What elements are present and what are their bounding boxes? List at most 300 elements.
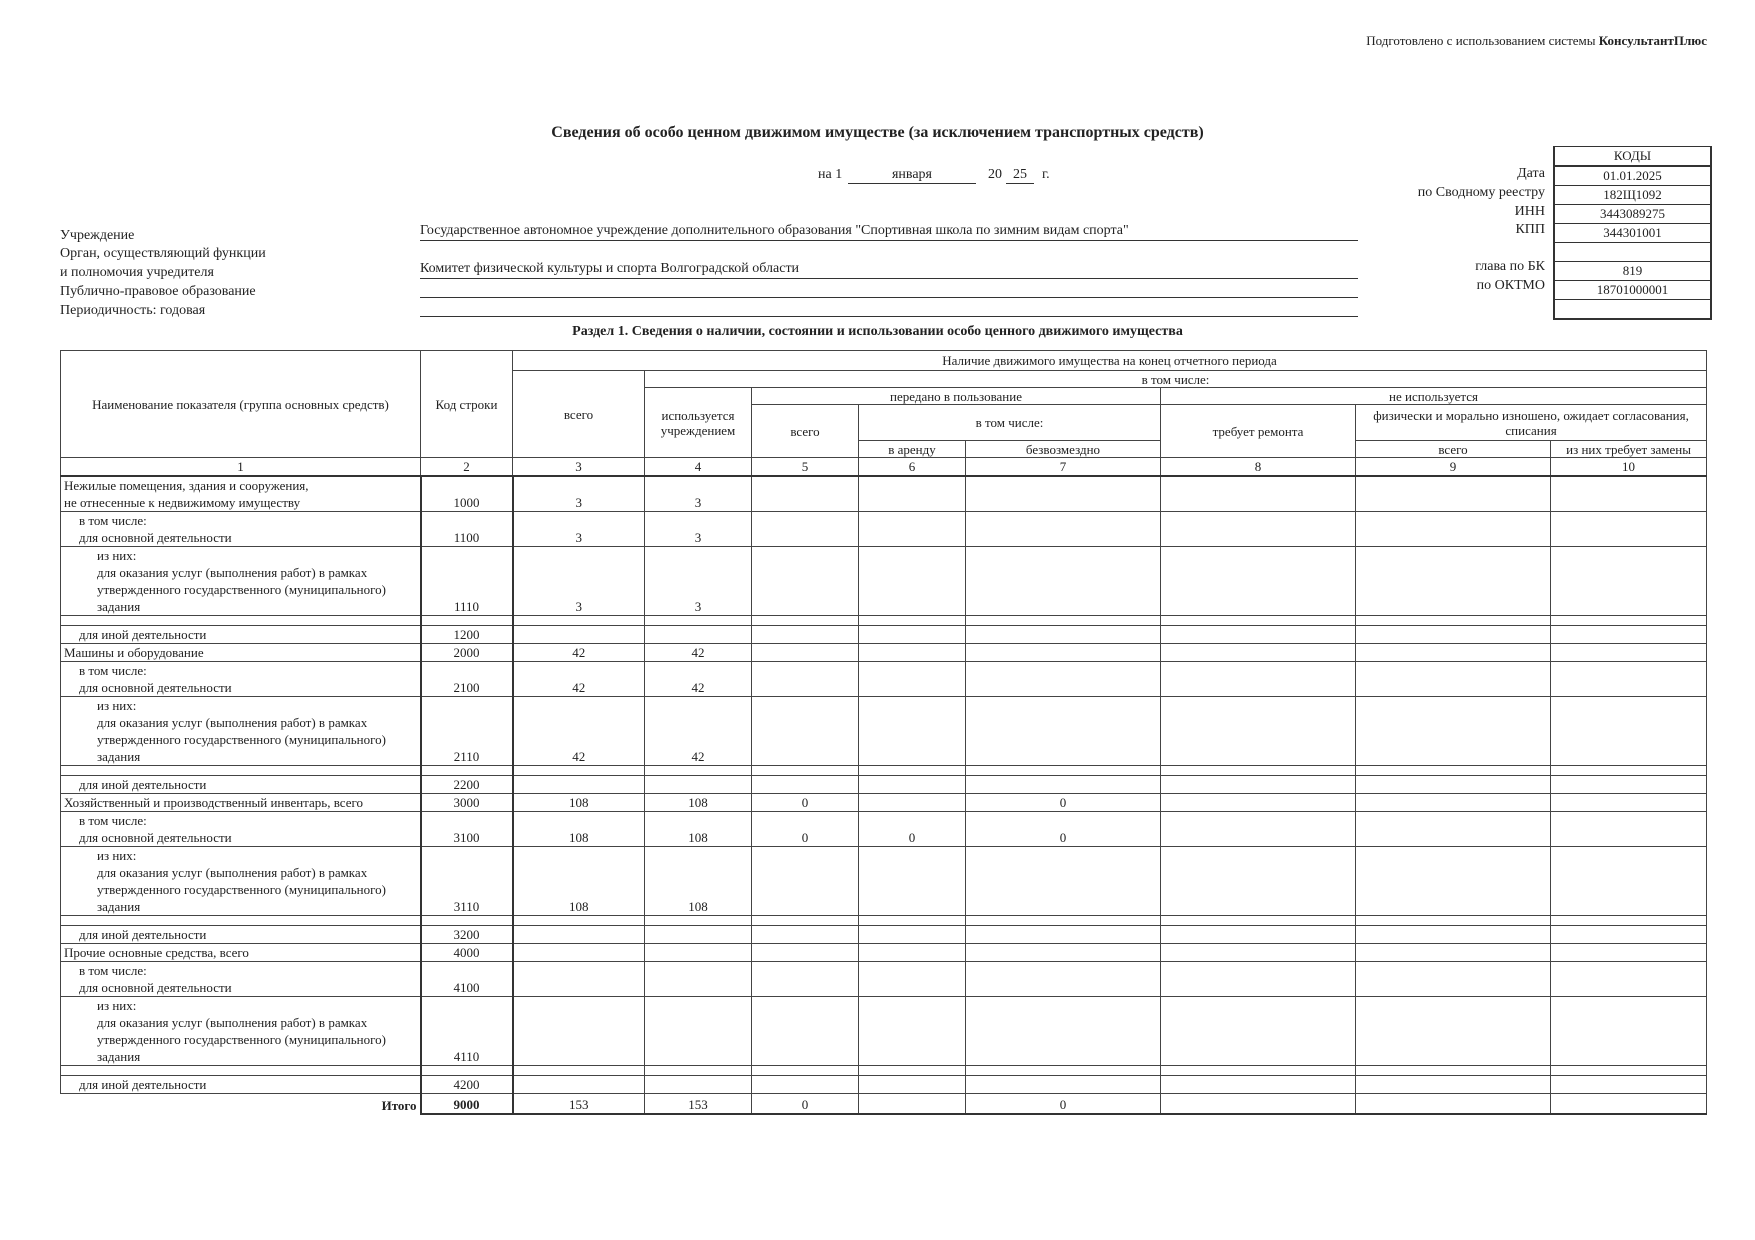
row-value bbox=[859, 847, 966, 916]
row-name bbox=[61, 644, 421, 662]
th-tr-incl: в том числе: bbox=[859, 405, 1161, 441]
th-worn-total: всего bbox=[1356, 441, 1551, 458]
row-value: 108 bbox=[645, 812, 752, 847]
row-name-line: для иной деятельности bbox=[79, 1077, 207, 1092]
row-value bbox=[966, 476, 1161, 512]
row-value: 108 bbox=[513, 847, 645, 916]
row-value bbox=[1551, 794, 1707, 812]
total-value: 0 bbox=[752, 1094, 859, 1114]
row-value: 42 bbox=[513, 662, 645, 697]
row-name-line: утвержденного государственного (муниципального) bbox=[97, 882, 386, 897]
row-value bbox=[513, 626, 645, 644]
code-label-date: Дата bbox=[1517, 166, 1545, 181]
row-value bbox=[752, 962, 859, 997]
codes-box bbox=[1553, 146, 1712, 320]
row-value bbox=[752, 626, 859, 644]
row-value bbox=[1551, 512, 1707, 547]
code-date: 01.01.2025 bbox=[1555, 167, 1710, 186]
row-value bbox=[1551, 944, 1707, 962]
table-row bbox=[61, 476, 1707, 512]
table-row bbox=[61, 794, 1707, 812]
row-value bbox=[645, 776, 752, 794]
row-value bbox=[1551, 1066, 1707, 1076]
code-kpp: 344301001 bbox=[1555, 224, 1710, 243]
row-code bbox=[421, 916, 513, 926]
row-name-line: для оказания услуг (выполнения работ) в рамках bbox=[97, 1015, 368, 1030]
row-name-line: для иной деятельности bbox=[79, 627, 207, 642]
table-row bbox=[61, 644, 1707, 662]
row-code bbox=[421, 766, 513, 776]
row-value bbox=[752, 512, 859, 547]
row-value bbox=[1356, 776, 1551, 794]
row-name bbox=[61, 616, 421, 626]
row-value bbox=[1356, 662, 1551, 697]
row-value bbox=[1161, 766, 1356, 776]
row-value bbox=[752, 547, 859, 616]
row-value: 3 bbox=[645, 476, 752, 512]
section-title: Раздел 1. Сведения о наличии, состоянии и использовании особо ценного движимого имущества bbox=[572, 324, 1183, 339]
row-value: 42 bbox=[645, 644, 752, 662]
row-code: 3000 bbox=[421, 794, 513, 812]
row-name-line: задания bbox=[97, 599, 141, 614]
code-label-inn: ИНН bbox=[1514, 204, 1545, 219]
row-value bbox=[1161, 626, 1356, 644]
total-value bbox=[859, 1094, 966, 1114]
row-value: 108 bbox=[513, 812, 645, 847]
table-row bbox=[61, 512, 1707, 547]
row-value bbox=[859, 926, 966, 944]
row-code: 3110 bbox=[421, 847, 513, 916]
row-value bbox=[1551, 962, 1707, 997]
table-row bbox=[61, 997, 1707, 1066]
table-row bbox=[61, 926, 1707, 944]
row-code: 1200 bbox=[421, 626, 513, 644]
column-number: 4 bbox=[645, 458, 752, 477]
row-value bbox=[1551, 644, 1707, 662]
table-row bbox=[61, 812, 1707, 847]
row-value: 0 bbox=[752, 794, 859, 812]
row-name bbox=[61, 926, 421, 944]
founder-label-2: и полномочия учредителя bbox=[60, 265, 214, 280]
row-value bbox=[1356, 997, 1551, 1066]
row-value: 3 bbox=[645, 547, 752, 616]
row-value bbox=[859, 547, 966, 616]
row-value bbox=[645, 997, 752, 1066]
column-numbers-row bbox=[61, 458, 1707, 477]
row-code: 1000 bbox=[421, 476, 513, 512]
row-value bbox=[1551, 776, 1707, 794]
row-value bbox=[1356, 812, 1551, 847]
row-name bbox=[61, 766, 421, 776]
row-value bbox=[752, 776, 859, 794]
row-name bbox=[61, 794, 421, 812]
row-code bbox=[421, 1066, 513, 1076]
public-entity-value bbox=[420, 278, 1358, 298]
row-value bbox=[1161, 697, 1356, 766]
code-empty-2 bbox=[1555, 300, 1710, 318]
row-value bbox=[752, 697, 859, 766]
th-code: Код строки bbox=[421, 351, 513, 458]
row-value: 42 bbox=[513, 697, 645, 766]
row-value bbox=[645, 1066, 752, 1076]
th-tr-total: всего bbox=[752, 405, 859, 458]
row-name-line: из них: bbox=[97, 548, 137, 563]
table-row bbox=[61, 916, 1707, 926]
institution-name: Государственное автономное учреждение дополнительного образования "Спортивная школа по зимним видам спорта" bbox=[420, 221, 1358, 241]
row-value bbox=[513, 766, 645, 776]
column-number: 3 bbox=[513, 458, 645, 477]
row-name bbox=[61, 626, 421, 644]
institution-label: Учреждение bbox=[60, 228, 135, 243]
row-value bbox=[1551, 626, 1707, 644]
table-row bbox=[61, 776, 1707, 794]
table-row bbox=[61, 662, 1707, 697]
row-name-line: для оказания услуг (выполнения работ) в рамках bbox=[97, 865, 368, 880]
th-rent: в аренду bbox=[859, 441, 966, 458]
row-value bbox=[1161, 776, 1356, 794]
th-worn-replace: из них требует замены bbox=[1551, 441, 1707, 458]
row-value bbox=[645, 944, 752, 962]
code-bk: 819 bbox=[1555, 262, 1710, 281]
row-code: 4110 bbox=[421, 997, 513, 1066]
table-row bbox=[61, 944, 1707, 962]
date-month: января bbox=[848, 167, 976, 184]
ocdi-table bbox=[60, 350, 1707, 1115]
row-value: 3 bbox=[513, 512, 645, 547]
row-value bbox=[1551, 1076, 1707, 1094]
row-name bbox=[61, 1076, 421, 1094]
date-prefix: на 1 bbox=[818, 167, 843, 182]
row-value: 3 bbox=[513, 476, 645, 512]
row-value bbox=[1161, 1076, 1356, 1094]
total-row bbox=[61, 1094, 1707, 1114]
code-inn: 3443089275 bbox=[1555, 205, 1710, 224]
row-value bbox=[1356, 476, 1551, 512]
row-name-line: из них: bbox=[97, 998, 137, 1013]
row-value bbox=[1161, 1066, 1356, 1076]
row-value bbox=[513, 997, 645, 1066]
row-value bbox=[859, 916, 966, 926]
row-value: 42 bbox=[645, 697, 752, 766]
total-label: Итого bbox=[381, 1097, 417, 1113]
row-value bbox=[1161, 644, 1356, 662]
row-value bbox=[1356, 794, 1551, 812]
row-name bbox=[61, 547, 421, 616]
table-row bbox=[61, 1076, 1707, 1094]
row-value bbox=[1161, 916, 1356, 926]
row-value bbox=[859, 616, 966, 626]
table-row bbox=[61, 616, 1707, 626]
row-value bbox=[1356, 547, 1551, 616]
row-value bbox=[645, 616, 752, 626]
row-name-line: утвержденного государственного (муниципального) bbox=[97, 582, 386, 597]
total-value bbox=[1161, 1094, 1356, 1114]
row-value bbox=[1551, 662, 1707, 697]
column-number: 8 bbox=[1161, 458, 1356, 477]
row-name-line: для основной деятельности bbox=[79, 980, 232, 995]
row-value: 108 bbox=[645, 847, 752, 916]
row-value bbox=[1356, 644, 1551, 662]
row-value bbox=[513, 1076, 645, 1094]
row-value bbox=[1356, 847, 1551, 916]
row-value bbox=[966, 944, 1161, 962]
row-value bbox=[1161, 926, 1356, 944]
column-number: 5 bbox=[752, 458, 859, 477]
row-value bbox=[1356, 697, 1551, 766]
row-value: 0 bbox=[752, 812, 859, 847]
total-value bbox=[1356, 1094, 1551, 1114]
row-value bbox=[752, 1066, 859, 1076]
row-code: 4000 bbox=[421, 944, 513, 962]
row-value bbox=[1551, 847, 1707, 916]
row-name-line: в том числе: bbox=[79, 963, 147, 978]
row-name-line: из них: bbox=[97, 698, 137, 713]
row-code: 3200 bbox=[421, 926, 513, 944]
row-value bbox=[1356, 916, 1551, 926]
row-name-line: задания bbox=[97, 749, 141, 764]
row-value bbox=[1356, 512, 1551, 547]
row-value: 42 bbox=[645, 662, 752, 697]
row-value bbox=[752, 997, 859, 1066]
row-value bbox=[645, 766, 752, 776]
row-value bbox=[1161, 794, 1356, 812]
row-value bbox=[645, 626, 752, 644]
row-name-line: утвержденного государственного (муниципального) bbox=[97, 732, 386, 747]
row-value bbox=[645, 1076, 752, 1094]
row-value bbox=[513, 916, 645, 926]
row-code: 1110 bbox=[421, 547, 513, 616]
column-number: 2 bbox=[421, 458, 513, 477]
row-code: 4100 bbox=[421, 962, 513, 997]
row-value bbox=[752, 644, 859, 662]
row-value bbox=[1551, 476, 1707, 512]
code-label-kpp: КПП bbox=[1515, 222, 1545, 237]
row-name-line: Машины и оборудование bbox=[64, 645, 204, 660]
row-value bbox=[1161, 662, 1356, 697]
row-name-line: для оказания услуг (выполнения работ) в рамках bbox=[97, 565, 368, 580]
row-value bbox=[752, 616, 859, 626]
row-value bbox=[859, 512, 966, 547]
row-value bbox=[966, 847, 1161, 916]
public-entity-label: Публично-правовое образование bbox=[60, 284, 256, 299]
row-value bbox=[1356, 944, 1551, 962]
row-value bbox=[513, 776, 645, 794]
row-name-line: Нежилые помещения, здания и сооружения, bbox=[64, 478, 309, 493]
th-availability: Наличие движимого имущества на конец отчетного периода bbox=[513, 351, 1707, 371]
code-label-registry: по Сводному реестру bbox=[1417, 185, 1545, 200]
row-value bbox=[513, 926, 645, 944]
row-name-line: задания bbox=[97, 1049, 141, 1064]
row-value bbox=[1356, 766, 1551, 776]
document-title: Сведения об особо ценном движимом имуществе (за исключением транспортных средств) bbox=[551, 124, 1204, 141]
row-code: 2200 bbox=[421, 776, 513, 794]
row-value bbox=[1356, 962, 1551, 997]
row-code bbox=[421, 616, 513, 626]
row-name-line: в том числе: bbox=[79, 513, 147, 528]
column-number: 6 bbox=[859, 458, 966, 477]
th-repair: требует ремонта bbox=[1161, 405, 1356, 458]
row-value: 3 bbox=[513, 547, 645, 616]
row-value bbox=[966, 926, 1161, 944]
row-name-line: для основной деятельности bbox=[79, 680, 232, 695]
row-value bbox=[752, 944, 859, 962]
date-year: 25 bbox=[1006, 167, 1034, 184]
founder-name: Комитет физической культуры и спорта Волгоградской области bbox=[420, 259, 1358, 279]
row-value bbox=[1161, 512, 1356, 547]
row-name bbox=[61, 776, 421, 794]
prepared-note bbox=[1366, 33, 1707, 49]
table-body bbox=[61, 476, 1707, 1114]
row-name-line: Прочие основные средства, всего bbox=[64, 945, 249, 960]
table-row bbox=[61, 766, 1707, 776]
row-value bbox=[752, 1076, 859, 1094]
row-value: 42 bbox=[513, 644, 645, 662]
th-total: всего bbox=[513, 371, 645, 458]
row-value bbox=[752, 926, 859, 944]
row-name bbox=[61, 997, 421, 1066]
row-value bbox=[1161, 847, 1356, 916]
row-value bbox=[1551, 926, 1707, 944]
row-value bbox=[752, 766, 859, 776]
row-value bbox=[966, 512, 1161, 547]
row-value bbox=[1356, 626, 1551, 644]
column-number: 9 bbox=[1356, 458, 1551, 477]
row-code: 2110 bbox=[421, 697, 513, 766]
row-value bbox=[513, 1066, 645, 1076]
row-name-line: из них: bbox=[97, 848, 137, 863]
row-value bbox=[1161, 997, 1356, 1066]
th-incl: в том числе: bbox=[645, 371, 1707, 388]
row-value bbox=[966, 547, 1161, 616]
row-value bbox=[1356, 616, 1551, 626]
row-value bbox=[1161, 547, 1356, 616]
row-value bbox=[752, 916, 859, 926]
row-value bbox=[1551, 547, 1707, 616]
row-value bbox=[1551, 916, 1707, 926]
row-name-line: задания bbox=[97, 899, 141, 914]
th-free: безвозмездно bbox=[966, 441, 1161, 458]
row-name bbox=[61, 847, 421, 916]
row-value bbox=[859, 997, 966, 1066]
row-name bbox=[61, 662, 421, 697]
row-value bbox=[1356, 926, 1551, 944]
column-number: 10 bbox=[1551, 458, 1707, 477]
row-code: 2100 bbox=[421, 662, 513, 697]
th-used: используется учреждением bbox=[645, 388, 752, 458]
row-value bbox=[1551, 697, 1707, 766]
row-value: 3 bbox=[645, 512, 752, 547]
row-value bbox=[966, 1066, 1161, 1076]
row-value bbox=[859, 766, 966, 776]
row-code: 1100 bbox=[421, 512, 513, 547]
row-value bbox=[966, 662, 1161, 697]
row-value bbox=[752, 847, 859, 916]
row-value bbox=[1356, 1076, 1551, 1094]
total-code: 9000 bbox=[421, 1094, 513, 1114]
row-name bbox=[61, 916, 421, 926]
row-name-line: Хозяйственный и производственный инвентарь, всего bbox=[64, 795, 363, 810]
row-value bbox=[966, 776, 1161, 794]
row-value bbox=[966, 916, 1161, 926]
th-worn: физически и морально изношено, ожидает согласования, списания bbox=[1356, 405, 1707, 441]
row-value bbox=[513, 962, 645, 997]
table-row bbox=[61, 697, 1707, 766]
row-value bbox=[966, 697, 1161, 766]
th-name: Наименование показателя (группа основных средств) bbox=[61, 351, 421, 458]
row-value bbox=[859, 644, 966, 662]
row-name bbox=[61, 476, 421, 512]
table-row bbox=[61, 547, 1707, 616]
row-value: 0 bbox=[966, 812, 1161, 847]
total-value: 153 bbox=[645, 1094, 752, 1114]
date-year-prefix: 20 bbox=[988, 167, 1002, 182]
row-value bbox=[645, 926, 752, 944]
row-value bbox=[1161, 944, 1356, 962]
row-code: 4200 bbox=[421, 1076, 513, 1094]
prepared-brand: КонсультантПлюс bbox=[1598, 33, 1707, 48]
row-name-line: для иной деятельности bbox=[79, 777, 207, 792]
table-row bbox=[61, 1066, 1707, 1076]
row-value bbox=[645, 916, 752, 926]
row-value bbox=[645, 962, 752, 997]
row-value bbox=[859, 944, 966, 962]
row-value bbox=[513, 616, 645, 626]
table-row bbox=[61, 847, 1707, 916]
row-name bbox=[61, 944, 421, 962]
code-label-bk: глава по БК bbox=[1475, 259, 1545, 274]
row-value bbox=[859, 1076, 966, 1094]
row-name-line: для оказания услуг (выполнения работ) в рамках bbox=[97, 715, 368, 730]
row-value bbox=[966, 766, 1161, 776]
row-value: 0 bbox=[966, 794, 1161, 812]
row-value bbox=[752, 476, 859, 512]
row-value bbox=[966, 626, 1161, 644]
row-code: 3100 bbox=[421, 812, 513, 847]
column-number: 1 bbox=[61, 458, 421, 477]
code-oktmo: 18701000001 bbox=[1555, 281, 1710, 300]
row-value bbox=[1551, 812, 1707, 847]
total-value: 153 bbox=[513, 1094, 645, 1114]
total-value: 0 bbox=[966, 1094, 1161, 1114]
row-value bbox=[859, 1066, 966, 1076]
row-name-line: для иной деятельности bbox=[79, 927, 207, 942]
row-name-line: в том числе: bbox=[79, 663, 147, 678]
row-value bbox=[1161, 476, 1356, 512]
row-value bbox=[1356, 1066, 1551, 1076]
row-name-line: в том числе: bbox=[79, 813, 147, 828]
row-value bbox=[966, 616, 1161, 626]
row-value bbox=[966, 962, 1161, 997]
row-value bbox=[859, 794, 966, 812]
row-name bbox=[61, 962, 421, 997]
row-value bbox=[1551, 997, 1707, 1066]
total-value bbox=[1551, 1094, 1707, 1114]
row-value bbox=[1551, 616, 1707, 626]
row-value bbox=[859, 662, 966, 697]
row-name bbox=[61, 512, 421, 547]
row-value bbox=[859, 476, 966, 512]
row-name bbox=[61, 812, 421, 847]
row-value bbox=[859, 697, 966, 766]
table-row bbox=[61, 962, 1707, 997]
row-name-line: для основной деятельности bbox=[79, 830, 232, 845]
founder-label-1: Орган, осуществляющий функции bbox=[60, 246, 266, 261]
th-transferred: передано в пользование bbox=[752, 388, 1161, 405]
row-name bbox=[61, 1066, 421, 1076]
row-value bbox=[966, 644, 1161, 662]
row-name-line: для основной деятельности bbox=[79, 530, 232, 545]
row-code: 2000 bbox=[421, 644, 513, 662]
